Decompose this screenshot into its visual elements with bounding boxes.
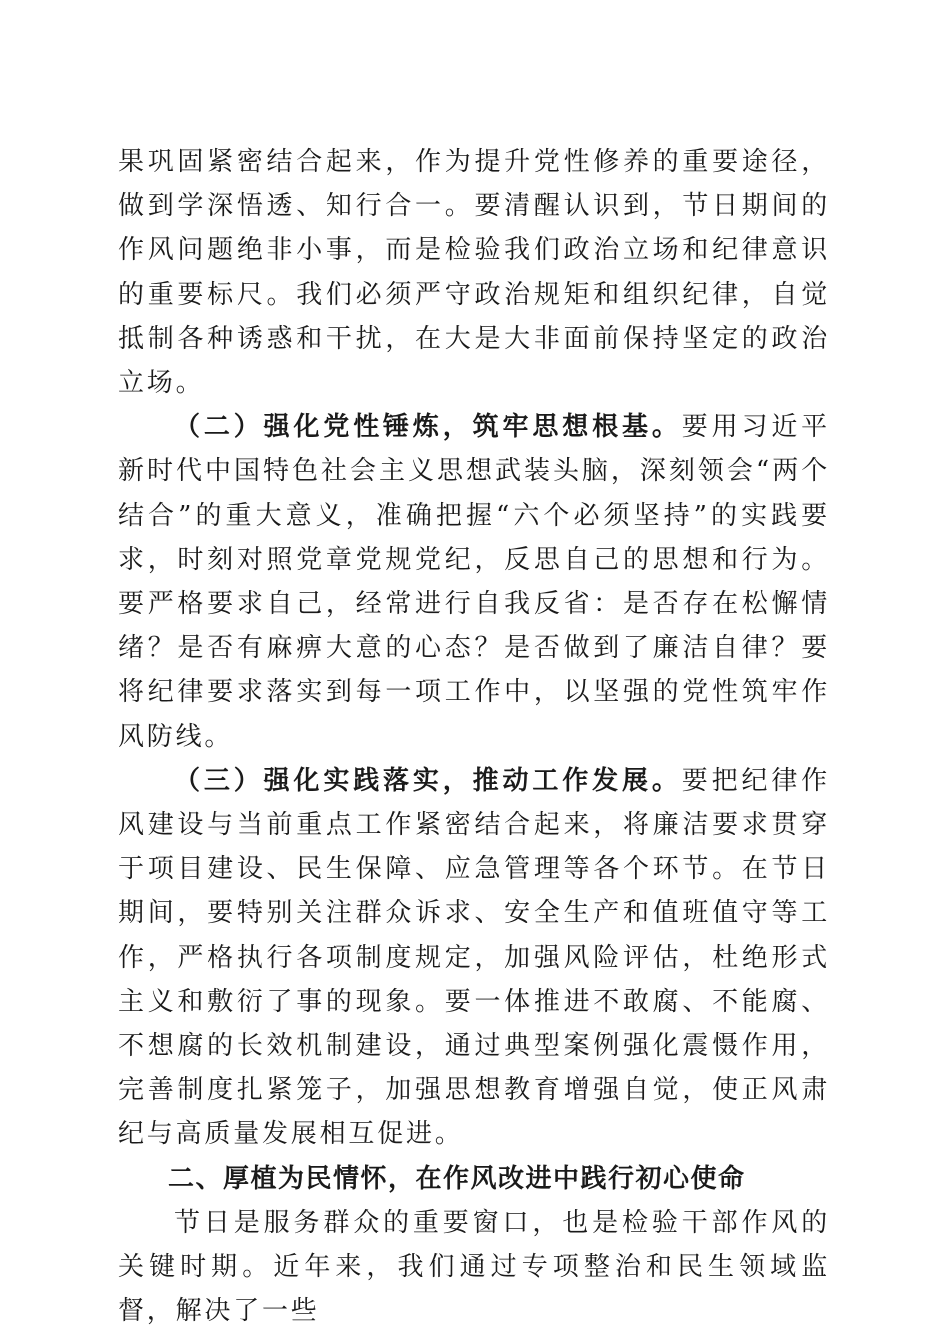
- paragraph-strengthen-party-spirit: [118, 405, 830, 759]
- paragraph-continued: 果巩固紧密结合起来，作为提升党性修养的重要途径，做到学深悟透、知行合一。要清醒认识到，节日期间的作风问题绝非小事，而是检验我们政治立场和纪律意识的重要标尺。我们必须严守政治规矩和组织纪律，自觉抵制各种诱惑和干扰，在大是大非面前保持坚定的政治立场。: [118, 147, 830, 399]
- section-heading: 二、厚植为民情怀，在作风改进中践行初心使命: [168, 1163, 746, 1194]
- paragraph-heading: （二）强化党性锤炼，筑牢思想根基。: [174, 412, 682, 443]
- paragraph-text: 要用习近平新时代中国特色社会主义思想武装头脑，深刻领会“两个结合”的重大意义，准确把握“六个必须坚持”的实践要求，时刻对照党章党规党纪，反思自己的思想和行为。要严格要求自己，经常进行自我反省：是否存在松懈情绪？是否有麻痹大意的心态？是否做到了廉洁自律？要将纪律要求落实到每一项工作中，以坚强的党性筑牢作风防线。: [118, 412, 830, 752]
- paragraph-text: 要把纪律作风建设与当前重点工作紧密结合起来，将廉洁要求贯穿于项目建设、民生保障、应急管理等各个环节。在节日期间，要特别关注群众诉求、安全生产和值班值守等工作，严格执行各项制度规定，加强风险评估，杜绝形式主义和敷衍了事的现象。要一体推进不敢腐、不能腐、不想腐的长效机制建设，通过典型案例强化震慑作用，完善制度扎紧笼子，加强思想教育增强自觉，使正风肃纪与高质量发展相互促进。: [118, 765, 830, 1150]
- paragraph-strengthen-practice: [118, 759, 830, 1157]
- paragraph-holiday-service: 节日是服务群众的重要窗口，也是检验干部作风的关键时期。近年来，我们通过专项整治和民生领域监督，解决了一些: [118, 1207, 830, 1327]
- document-body: [118, 140, 830, 1333]
- paragraph-heading: （三）强化实践落实，推动工作发展。: [174, 765, 682, 796]
